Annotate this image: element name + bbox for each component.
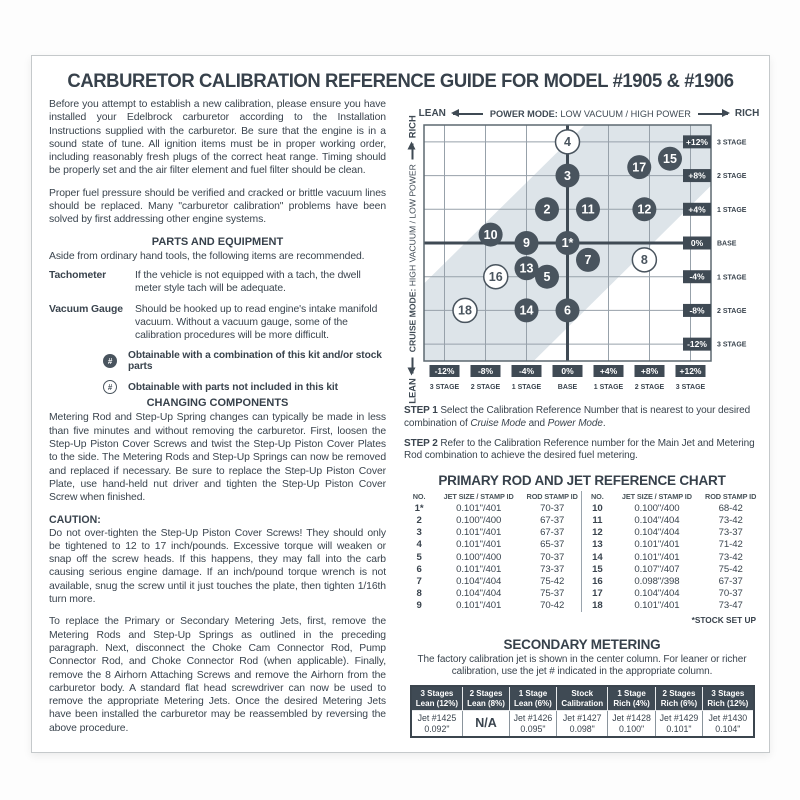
bottom-tick-label: -4% [518, 366, 535, 376]
right-tick-label: -4% [689, 271, 705, 282]
table-row [404, 502, 582, 514]
calibration-point-number: 15 [663, 151, 677, 166]
jet-size-stamp-id: 0.100"/400 [456, 514, 502, 526]
caution-paragraph: Do not over-tighten the Step-Up Piston Cover Screws! They should only be tightened to 12 to 17 inch/pounds. Excessive torque will weaken or snap off the screw heads. If this happens, they may fall into the carb causing serious engine damage. If an inch/pound torque wrench is not available, snug the screw until it just touches the plate, then tighten 1/16th turn more. [49, 527, 386, 606]
left-column [49, 98, 386, 744]
ref-no: 10 [592, 502, 603, 514]
bottom-stage-label: BASE [557, 384, 578, 391]
ref-no: 9 [416, 600, 422, 612]
header-line-1: 2 Stages [469, 689, 503, 699]
table-header-row [582, 491, 760, 502]
left-arrow-icon [453, 113, 483, 115]
equipment-item-vacuum-gauge [49, 303, 386, 343]
header-line-1: 3 Stages [711, 689, 745, 699]
jet-cell [557, 711, 608, 738]
right-tick-label: +8% [688, 170, 706, 181]
table-row [404, 551, 582, 563]
calibration-point-number: 13 [519, 261, 534, 276]
right-stage-label: 1 STAGE [717, 206, 747, 214]
bottom-tick-label: +12% [679, 366, 702, 376]
header-line-1: 1 Stage [518, 689, 548, 699]
bottom-stage-label: 2 STAGE [634, 384, 665, 391]
calibration-point-number: 14 [519, 303, 534, 318]
jet-number: Jet #1430 [708, 713, 748, 724]
jet-size: 0.092" [424, 723, 450, 734]
ref-no: 14 [592, 551, 603, 563]
cruise-mode-axis [406, 115, 419, 404]
jet-number: Jet #1426 [513, 713, 553, 724]
header-line-2: Lean (6%) [514, 698, 552, 708]
bottom-stage-label: 1 STAGE [593, 384, 624, 391]
primary-rod-jet-table [404, 491, 760, 612]
lean-label: LEAN [418, 108, 446, 119]
header-line-2: Calibration [561, 698, 604, 708]
right-stage-label: 1 STAGE [717, 274, 747, 282]
jet-number: N/A [475, 716, 497, 731]
intro-paragraph-2: Proper fuel pressure should be verified and cracked or brittle vacuum lines should be replaced. Many "carburetor calibration" problems have been solved by first addressing other engine systems. [49, 187, 386, 226]
bottom-stage-label: 1 STAGE [511, 384, 542, 391]
rod-stamp-id: 73-37 [718, 527, 743, 539]
column-header: NO. [412, 492, 426, 502]
page-title: CARBURETOR CALIBRATION REFERENCE GUIDE FOR MODEL #1905 & #1906 [67, 71, 734, 92]
header-line-2: Rich (4%) [613, 698, 650, 708]
header-line-1: 3 Stages [420, 689, 454, 699]
header-line-1: 2 Stages [662, 689, 696, 699]
calibration-point-number: 3 [564, 168, 571, 183]
ref-no: 11 [592, 514, 603, 526]
table-row [582, 502, 760, 514]
ref-no: 4 [416, 539, 422, 551]
jet-size-stamp-id: 0.101"/401 [634, 539, 680, 551]
rod-stamp-id: 67-37 [718, 575, 743, 587]
calibration-point-number: 9 [523, 236, 530, 251]
jet-size-stamp-id: 0.104"/404 [634, 527, 680, 539]
right-tick-label: 0% [690, 238, 704, 248]
table-row [582, 588, 760, 600]
jet-size-stamp-id: 0.100"/400 [634, 502, 680, 514]
ref-no: 6 [416, 563, 422, 575]
jet-number: Jet #1429 [659, 713, 699, 724]
column-header [411, 686, 463, 711]
column-header: ROD STAMP ID [705, 492, 757, 502]
jet-replacement-paragraph: To replace the Primary or Secondary Metering Jets, first, remove the Metering Rods and Step-Up Springs as outlined in the preceding paragraph. Next, disconnect the Choke Cam Connector Rod, Pump Connector Rod, and Choke Connector Rod (when applicable). Finally, remove the 8 Airhorn Attaching Screws and remove the Airhorn from the carburetor body. A standard flat head screwdriver can now be used to remove the appropriate Metering Jets. Once the desired Metering Jets have been installed the carburetor may be reassembled by reversing the above procedure. [49, 616, 386, 734]
jet-number: Jet #1428 [612, 713, 651, 724]
step-2: STEP 2 Refer to the Calibration Reference number for the Main Jet and Metering Rod combination to achieve the desired fuel metering. [404, 437, 755, 462]
primary-table-right-half [582, 491, 760, 612]
calibration-point-number: 6 [564, 303, 571, 318]
axis-title: CRUISE MODE: HIGH VACUUM / LOW POWER [407, 164, 417, 353]
table-row [404, 563, 582, 575]
primary-table-left-half [404, 491, 582, 612]
column-header: JET SIZE / STAMP ID [621, 492, 692, 502]
parts-equipment-intro: Aside from ordinary hand tools, the following items are recommended. [49, 250, 365, 262]
equipment-term: Vacuum Gauge [49, 303, 123, 315]
jet-size-stamp-id: 0.100"/400 [456, 551, 502, 563]
ref-no: 1* [414, 502, 424, 514]
calibration-point-number: 10 [483, 227, 498, 242]
jet-cell [411, 711, 463, 738]
table-row [404, 600, 582, 612]
table-row [582, 600, 760, 612]
ref-no: 12 [592, 527, 603, 539]
header-line-2: Lean (12%) [415, 698, 459, 708]
bottom-tick-label: +4% [599, 366, 618, 376]
jet-size-stamp-id: 0.101"/401 [456, 600, 502, 612]
calibration-point-number: 12 [637, 202, 652, 217]
column-header: ROD STAMP ID [526, 492, 578, 502]
equipment-desc: If the vehicle is not equipped with a tach, the dwell meter style tach will be adequate. [135, 269, 361, 295]
changing-components-heading: CHANGING COMPONENTS [146, 397, 289, 410]
step-1: STEP 1 Select the Calibration Reference Number that is nearest to your desired combination of Cruise Mode and Power Mode. [404, 405, 751, 429]
equipment-desc: Should be hooked up to read engine's intake manifold vacuum. Without a vacuum gauge, some of the calibration procedures will be more difficult. [135, 303, 378, 342]
bottom-tick-label: 0% [561, 366, 574, 376]
bottom-stage-label: 3 STAGE [675, 384, 706, 391]
axis-title: POWER MODE: LOW VACUUM / HIGH POWER [489, 108, 691, 119]
rod-stamp-id: 73-37 [540, 563, 565, 575]
jet-number: Jet #1425 [417, 713, 457, 724]
primary-chart-heading: PRIMARY ROD AND JET REFERENCE CHART [438, 473, 726, 489]
legend-text: Obtainable with a combination of this kit and/or stock parts [128, 350, 382, 373]
rod-stamp-id: 75-42 [718, 563, 743, 575]
rod-stamp-id: 73-42 [718, 514, 743, 526]
table-row [582, 551, 760, 563]
jet-size: 0.095" [520, 723, 546, 734]
rich-label: RICH [406, 115, 418, 139]
jet-size-stamp-id: 0.098"/398 [634, 575, 680, 587]
legend-item-non-kit-parts [103, 380, 386, 394]
jet-size: 0.104" [715, 723, 741, 734]
jet-size-stamp-id: 0.101"/401 [634, 600, 680, 612]
ref-no: 5 [416, 551, 422, 563]
calibration-point-number: 11 [581, 202, 595, 217]
table-row [582, 514, 760, 526]
ref-no: 8 [416, 588, 422, 600]
rich-label: RICH [734, 108, 760, 119]
calibration-chart-svg [404, 121, 760, 393]
table-row [404, 527, 582, 539]
stock-setup-footnote: *STOCK SET UP [691, 614, 756, 625]
rod-stamp-id: 70-37 [540, 502, 565, 514]
right-stage-label: 3 STAGE [717, 341, 747, 349]
rod-stamp-id: 65-37 [540, 539, 565, 551]
caution-heading: CAUTION: [49, 513, 101, 526]
rod-stamp-id: 67-37 [540, 514, 565, 526]
jet-size-stamp-id: 0.101"/401 [456, 502, 502, 514]
ref-no: 17 [592, 588, 603, 600]
table-header-row [411, 686, 754, 711]
right-tick-label: +12% [686, 136, 708, 147]
ref-no: 7 [416, 575, 422, 587]
table-row [404, 588, 582, 600]
equipment-term: Tachometer [49, 269, 107, 281]
table-row [404, 575, 582, 587]
ref-no: 3 [416, 527, 422, 539]
legend-item-kit-parts [103, 350, 386, 372]
header-line-1: 1 Stage [617, 689, 646, 699]
open-circle-icon: # [103, 380, 117, 394]
calibration-point-number: 7 [584, 253, 592, 268]
column-header: JET SIZE / STAMP ID [443, 492, 514, 502]
table-row [582, 539, 760, 551]
jet-number: Jet #1427 [562, 713, 602, 724]
right-column [404, 108, 760, 738]
calibration-chart [404, 115, 760, 404]
power-mode-axis [418, 108, 760, 119]
intro-paragraph-1: Before you attempt to establish a new calibration, please ensure you have installed your Edelbrock carburetor according to the Installation Instructions supplied with the carburetor. Be sure that the engine is in a sound state of tune. All ignition items must be in proper working order, including reasonably fresh plugs of the correct heat range. Timing should be properly set and the air filter element and fuel filter should be clean. [49, 99, 386, 177]
right-stage-label: BASE [717, 240, 737, 248]
table-row [582, 575, 760, 587]
jet-size-stamp-id: 0.107"/407 [634, 563, 680, 575]
left-arrow-icon [411, 357, 413, 373]
jet-size: 0.100" [618, 723, 645, 734]
right-stage-label: 2 STAGE [717, 308, 747, 316]
header-line-2: Lean (8%) [467, 698, 505, 708]
secondary-metering-heading: SECONDARY METERING [503, 636, 661, 652]
table-header-row [404, 491, 582, 502]
document-page [31, 55, 770, 753]
table-row [582, 563, 760, 575]
filled-circle-icon: # [103, 354, 117, 368]
right-tick-label: -12% [687, 339, 707, 350]
calibration-point-number: 1* [561, 236, 574, 251]
right-arrow-icon [698, 113, 728, 115]
column-header: NO. [591, 492, 604, 502]
calibration-point-number: 17 [632, 160, 647, 175]
header-line-2: Rich (6%) [660, 698, 698, 708]
bottom-tick-label: -8% [477, 366, 494, 376]
calibration-point-number: 16 [488, 269, 503, 284]
column-header [509, 686, 556, 711]
calibration-point-number: 18 [458, 303, 472, 318]
secondary-metering-table [410, 685, 755, 738]
ref-no: 16 [592, 575, 603, 587]
jet-size-stamp-id: 0.101"/401 [456, 539, 502, 551]
bottom-tick-label: +8% [640, 366, 659, 376]
bottom-tick-label: -12% [434, 366, 455, 376]
jet-size: 0.098" [569, 723, 595, 734]
jet-size-stamp-id: 0.101"/401 [456, 527, 502, 539]
ref-no: 18 [592, 600, 603, 612]
header-line-2: Rich (12%) [707, 698, 749, 708]
changing-components-paragraph: Metering Rod and Step-Up Spring changes can typically be made in less than five minutes and without removing the carburetor. First, loosen the Step-Up Piston Cover Screws and twist the Step-Up Piston Cover Plates to the side. The Metering Rods and Step-Up Springs can now be removed and replaced if necessary. Be sure to replace the Step-Up Piston Cover Plate, use hand-held nut driver and tighten the Step-Up Piston Cover Screw when finished. [49, 412, 386, 504]
right-arrow-icon [411, 143, 413, 159]
jet-size-stamp-id: 0.101"/401 [456, 563, 502, 575]
column-header [557, 686, 608, 711]
ref-no: 13 [592, 539, 603, 551]
table-row [404, 514, 582, 526]
rod-stamp-id: 68-42 [718, 502, 743, 514]
jet-cell [463, 711, 509, 738]
rod-stamp-id: 67-37 [540, 527, 565, 539]
rod-stamp-id: 73-47 [718, 600, 743, 612]
right-tick-label: +4% [688, 204, 706, 215]
jet-size-stamp-id: 0.104"/404 [456, 575, 502, 587]
jet-size: 0.101" [666, 723, 692, 734]
column-header [608, 686, 655, 711]
jet-size-stamp-id: 0.104"/404 [634, 588, 680, 600]
header-line-1: Stock [571, 689, 594, 699]
ref-no: 15 [592, 563, 603, 575]
jet-cell [655, 711, 702, 738]
column-header [655, 686, 702, 711]
jet-size-stamp-id: 0.104"/404 [456, 588, 502, 600]
rod-stamp-id: 73-42 [718, 551, 743, 563]
bottom-stage-label: 2 STAGE [470, 384, 501, 391]
jet-cell [703, 711, 754, 738]
jet-cell [608, 711, 655, 738]
rod-stamp-id: 71-42 [718, 539, 743, 551]
table-row [582, 527, 760, 539]
calibration-point-number: 8 [640, 253, 648, 268]
jet-size-stamp-id: 0.104"/404 [634, 514, 680, 526]
bottom-stage-label: 3 STAGE [429, 384, 460, 391]
jet-cell [509, 711, 556, 738]
column-header [703, 686, 754, 711]
ref-no: 2 [416, 514, 422, 526]
jet-size-stamp-id: 0.101"/401 [634, 551, 680, 563]
equipment-item-tachometer [49, 269, 386, 296]
rod-stamp-id: 70-42 [540, 600, 565, 612]
calibration-point-number: 4 [564, 135, 571, 150]
calibration-point-number: 5 [543, 269, 551, 284]
secondary-metering-description: The factory calibration jet is shown in the center column. For leaner or richer calibration, use the jet # indicated in the appropriate column. [417, 653, 747, 678]
column-header [463, 686, 509, 711]
legend-text: Obtainable with parts not included in this kit [128, 381, 338, 393]
right-stage-label: 3 STAGE [717, 139, 747, 147]
calibration-point-number: 2 [543, 202, 551, 217]
rod-stamp-id: 75-42 [540, 575, 565, 587]
right-tick-label: -8% [689, 305, 705, 316]
rod-stamp-id: 75-37 [540, 588, 565, 600]
parts-equipment-heading: PARTS AND EQUIPMENT [151, 235, 284, 248]
right-stage-label: 2 STAGE [717, 173, 747, 181]
rod-stamp-id: 70-37 [718, 588, 743, 600]
rod-stamp-id: 70-37 [540, 551, 565, 563]
table-row [411, 711, 754, 738]
lean-label: LEAN [406, 378, 418, 404]
table-row [404, 539, 582, 551]
